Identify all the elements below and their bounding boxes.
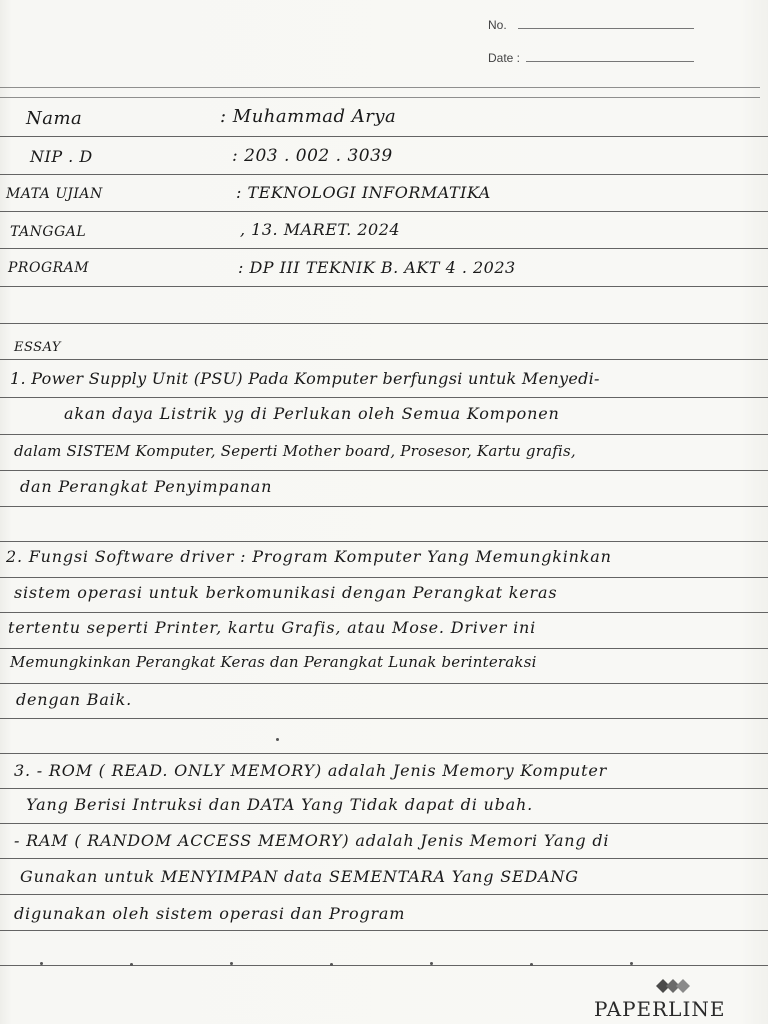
- ruled-line: [0, 788, 768, 789]
- answer-3-line-3: - RAM ( RANDOM ACCESS MEMORY) adalah Jenis Memori Yang di: [14, 831, 610, 850]
- ruled-line: [0, 612, 768, 613]
- ruled-line: [0, 136, 768, 137]
- name-value: : Muhammad Arya: [220, 106, 397, 127]
- ruled-line: [0, 506, 768, 507]
- ruled-line: [0, 648, 768, 649]
- date-field: [488, 51, 520, 65]
- pencil-dot: [330, 963, 333, 966]
- date-blank: [526, 61, 694, 62]
- name-label: Nama: [26, 108, 83, 129]
- ruled-line: [0, 577, 768, 578]
- ruled-line: [0, 965, 768, 966]
- answer-2-line-2: sistem operasi untuk berkomunikasi dengan Perangkat keras: [14, 583, 558, 602]
- ruled-line: [0, 359, 768, 360]
- essay-heading: ESSAY: [14, 340, 62, 355]
- number-field: [488, 18, 507, 32]
- paperline-logo: [594, 975, 726, 1021]
- ruled-line: [0, 470, 768, 471]
- pencil-dot: [230, 962, 233, 965]
- pencil-dot: [276, 738, 279, 741]
- ruled-line: [0, 97, 760, 98]
- date-written-label: TANGGAL: [10, 224, 87, 240]
- nip-label: NIP . D: [30, 147, 93, 166]
- ruled-line: [0, 753, 768, 754]
- program-value: : DP III TEKNIK B. AKT 4 . 2023: [238, 258, 516, 277]
- date-label: Date :: [488, 51, 521, 65]
- ruled-line: [0, 434, 768, 435]
- answer-2-line-5: dengan Baik.: [16, 690, 132, 709]
- paperline-mark-icon: [652, 975, 692, 997]
- answer-2-line-3: tertentu seperti Printer, kartu Grafis, atau Mose. Driver ini: [8, 618, 537, 637]
- answer-3-line-5: digunakan oleh sistem operasi dan Program: [14, 904, 406, 923]
- subject-label: MATA UJIAN: [6, 186, 103, 202]
- ruled-line: [0, 683, 768, 684]
- answer-3-line-2: Yang Berisi Intruksi dan DATA Yang Tidak dapat di ubah.: [26, 795, 533, 814]
- date-written-value: , 13. MARET. 2024: [240, 220, 401, 239]
- answer-2-line-4: Memungkinkan Perangkat Keras dan Perangkat Lunak berinteraksi: [10, 653, 537, 671]
- nip-value: : 203 . 002 . 3039: [232, 146, 393, 166]
- ruled-line: [0, 858, 768, 859]
- pencil-dot: [130, 963, 133, 966]
- ruled-line: [0, 397, 768, 398]
- answer-1-line-2: akan daya Listrik yg di Perlukan oleh Semua Komponen: [64, 404, 560, 423]
- ruled-line: [0, 87, 760, 88]
- answer-1-line-1: 1. Power Supply Unit (PSU) Pada Komputer berfungsi untuk Menyedi-: [10, 369, 600, 388]
- ruled-line: [0, 541, 768, 542]
- ruled-line: [0, 718, 768, 719]
- ruled-line: [0, 211, 768, 212]
- pencil-dot: [630, 962, 633, 965]
- program-label: PROGRAM: [8, 260, 90, 276]
- answer-3-line-4: Gunakan untuk MENYIMPAN data SEMENTARA Yang SEDANG: [20, 867, 579, 886]
- answer-2-line-1: 2. Fungsi Software driver : Program Komputer Yang Memungkinkan: [6, 547, 612, 566]
- number-blank: [518, 28, 694, 29]
- number-label: No.: [488, 18, 507, 32]
- subject-value: : TEKNOLOGI INFORMATIKA: [236, 183, 491, 202]
- ruled-line: [0, 286, 768, 287]
- answer-1-line-3: dalam SISTEM Komputer, Seperti Mother board, Prosesor, Kartu grafis,: [14, 442, 576, 460]
- brand-name: PAPERLINE: [594, 997, 726, 1021]
- ruled-line: [0, 248, 768, 249]
- answer-3-line-1: 3. - ROM ( READ. ONLY MEMORY) adalah Jenis Memory Komputer: [14, 761, 608, 780]
- pencil-dot: [40, 962, 43, 965]
- ruled-line: [0, 323, 768, 324]
- pencil-dot: [430, 962, 433, 965]
- ruled-line: [0, 894, 768, 895]
- ruled-line: [0, 930, 768, 931]
- ruled-line: [0, 823, 768, 824]
- pencil-dot: [530, 963, 533, 966]
- ruled-line: [0, 174, 768, 175]
- answer-1-line-4: dan Perangkat Penyimpanan: [20, 477, 273, 496]
